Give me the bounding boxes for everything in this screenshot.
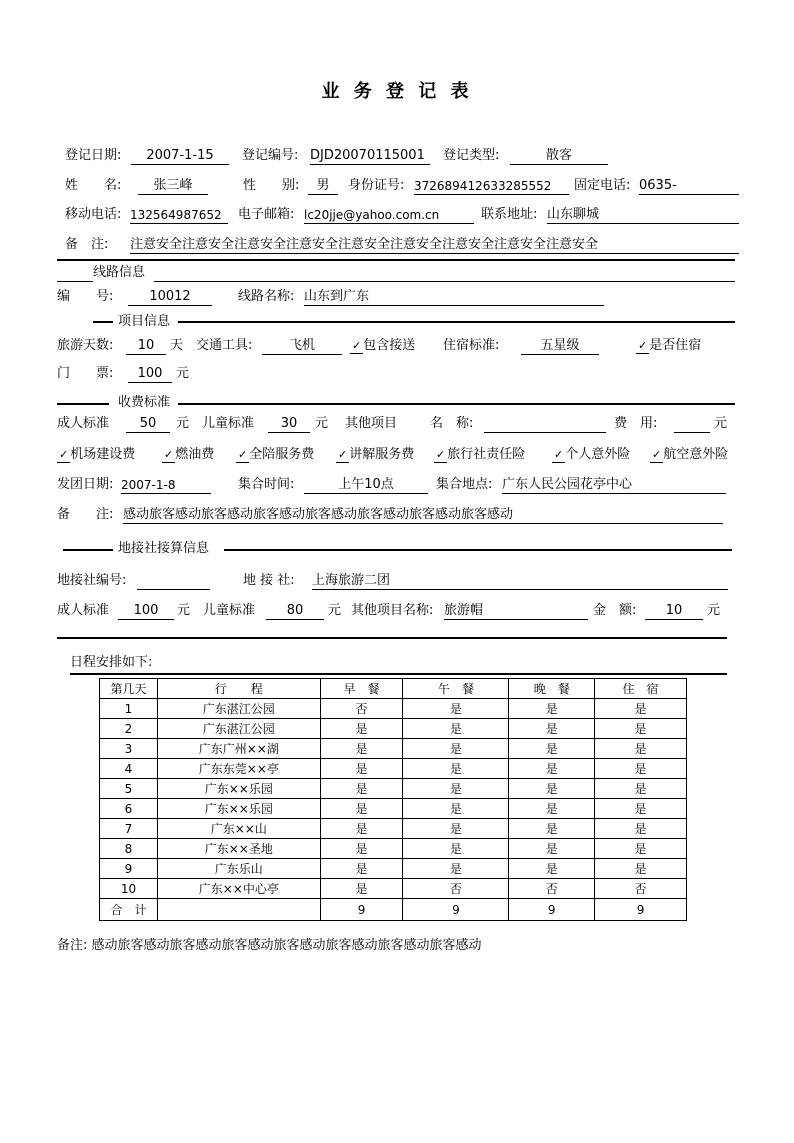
project-rule-right [178,321,735,323]
id-field[interactable]: 372689412633285552 [414,178,569,195]
table-header-row [100,679,687,699]
id-label: 身份证号: [348,178,405,193]
column-header: 行 程 [157,679,320,699]
table-row [100,859,687,879]
check-icon [162,447,175,463]
route-no-field[interactable]: 10012 [128,289,212,306]
footer-remark: 备注: 感动旅客感动旅客感动旅客感动旅客感动旅客感动旅客感动旅客感动 [57,938,482,953]
table-cell: 是 [403,699,509,719]
check-icon [336,447,349,463]
table-row [100,739,687,759]
table-cell: 是 [320,759,403,779]
fee-other-name-label: 名 称: [430,416,474,431]
reg-date-label: 登记日期: [65,148,122,163]
pickup-label: 包含接送 [363,338,416,353]
fee-rule-left [57,403,109,405]
table-cell: 8 [100,839,158,859]
table-cell: 是 [509,739,595,759]
ticket-unit: 元 [176,366,190,381]
fee-rule-right [178,403,735,405]
table-cell: 是 [403,779,509,799]
days-unit: 天 [170,338,184,353]
table-cell: 是 [509,859,595,879]
table-row [100,779,687,799]
check-icon [350,338,363,354]
route-section-line-right [154,281,735,282]
agency-child-label: 儿童标准 [203,603,256,618]
check-icon [434,447,447,463]
reg-no-field[interactable]: DJD20070115001 [310,148,430,165]
table-cell: 是 [509,779,595,799]
fee-item-label: 燃油费 [175,447,215,462]
agency-section-title: 地接社接算信息 [118,541,210,556]
route-name-label: 线路名称: [238,289,295,304]
fee-item-fuel[interactable] [162,447,232,463]
fee-adult-label: 成人标准 [57,416,110,431]
table-cell: 广东××乐园 [157,779,320,799]
reg-no-label: 登记编号: [242,148,299,163]
agency-amount-field[interactable]: 10 [645,603,703,620]
gender-field[interactable]: 男 [308,178,338,195]
table-cell: 是 [403,739,509,759]
table-cell: 是 [509,719,595,739]
table-cell: 是 [403,859,509,879]
agency-rule-right [224,549,732,551]
transport-label: 交通工具: [196,338,253,353]
table-cell: 7 [100,819,158,839]
table-cell: 否 [509,879,595,899]
fee-item-label: 全陪服务费 [249,447,315,462]
table-cell: 是 [509,699,595,719]
fee-item-liability[interactable] [434,447,548,463]
table-row [100,879,687,899]
ticket-label: 门 票: [57,366,114,381]
hotel-label: 住宿标准: [443,338,500,353]
fee-cost-label: 费 用: [614,416,658,431]
reg-type-field[interactable]: 散客 [510,148,608,165]
table-cell: 10 [100,879,158,899]
table-cell: 否 [595,879,687,899]
fee-item-aviation[interactable] [650,447,742,463]
gender-label: 性 别: [243,178,300,193]
fee-item-personal[interactable] [552,447,648,463]
remark-field[interactable]: 注意安全注意安全注意安全注意安全注意安全注意安全注意安全注意安全注意安全 [130,237,739,254]
table-row [100,839,687,859]
fee-child-field[interactable]: 30 [268,416,310,433]
schedule-table [99,678,687,921]
table-cell: 是 [509,759,595,779]
table-cell: 1 [100,699,158,719]
table-cell: 是 [320,739,403,759]
table-cell: 5 [100,779,158,799]
fee-item-guide[interactable] [336,447,432,463]
table-cell: 广东乐山 [157,859,320,879]
table-cell: 6 [100,799,158,819]
hotel-field[interactable]: 五星级 [521,338,599,355]
table-cell: 广东广州××湖 [157,739,320,759]
table-cell: 广东××山 [157,819,320,839]
fee-item-label: 航空意外险 [663,447,729,462]
fee-adult-field[interactable]: 50 [126,416,170,433]
meet-time-label: 集合时间: [238,477,295,492]
table-total-row [100,899,687,921]
table-cell: 是 [509,799,595,819]
fee-item-airport[interactable] [57,447,157,463]
agency-child-field[interactable]: 80 [266,603,324,620]
table-row [100,819,687,839]
table-row [100,699,687,719]
reg-type-label: 登记类型: [443,148,500,163]
route-no-label: 编 号: [57,289,114,304]
agency-name-field[interactable]: 上海旅游二团 [312,573,728,590]
check-icon [636,338,649,354]
route-top-rule [57,259,735,261]
depart-field[interactable]: 2007-1-8 [121,477,211,494]
fee-adult-unit: 元 [176,416,190,431]
transport-field[interactable]: 飞机 [262,338,342,355]
table-cell: 合 计 [100,899,158,921]
fee-remark-field[interactable]: 感动旅客感动旅客感动旅客感动旅客感动旅客感动旅客感动旅客感动 [123,507,723,524]
check-icon [57,447,70,463]
table-cell: 9 [320,899,403,921]
table-cell: 是 [595,739,687,759]
table-cell: 是 [509,819,595,839]
table-cell: 是 [595,859,687,879]
name-field[interactable]: 张三峰 [138,178,208,195]
check-icon [650,447,663,463]
ticket-field[interactable]: 100 [128,366,172,383]
table-cell: 是 [403,719,509,739]
agency-name-label: 地 接 社: [243,573,295,588]
phone-field[interactable]: 0635- [639,178,739,195]
fee-item-label: 旅行社责任险 [447,447,526,462]
agency-bottom-rule [57,637,727,639]
table-cell: 是 [403,819,509,839]
fee-child-unit: 元 [315,416,329,431]
table-cell [157,899,320,921]
table-cell: 是 [509,839,595,859]
table-cell: 是 [595,699,687,719]
agency-adult-label: 成人标准 [57,603,110,618]
depart-label: 发团日期: [57,477,114,492]
email-field[interactable]: lc20jje@yahoo.com.cn [304,207,474,224]
table-row [100,759,687,779]
pickup-checkbox[interactable] [350,338,430,354]
page-title: 业 务 登 记 表 [321,81,473,102]
table-cell: 广东××圣地 [157,839,320,859]
table-cell: 是 [595,779,687,799]
agency-amount-unit: 元 [707,603,721,618]
fee-item-label: 个人意外险 [565,447,631,462]
table-cell: 是 [595,819,687,839]
agency-amount-label: 金 额: [593,603,637,618]
agency-no-label: 地接社编号: [57,573,127,588]
agency-no-field[interactable] [137,573,210,590]
table-cell: 是 [595,759,687,779]
route-section-title: 线路信息 [93,265,146,280]
days-field[interactable]: 10 [126,338,166,355]
table-row [100,719,687,739]
fee-child-label: 儿童标准 [202,416,255,431]
table-cell: 是 [403,759,509,779]
schedule-section-title: 日程安排如下: [70,655,153,670]
table-cell: 是 [320,719,403,739]
fee-other-label: 其他项目 [345,416,398,431]
stay-checkbox[interactable] [636,338,726,354]
table-cell: 是 [320,839,403,859]
days-label: 旅游天数: [57,338,114,353]
schedule-rule [70,673,727,675]
route-name-field[interactable]: 山东到广东 [304,289,604,306]
table-cell: 广东湛江公园 [157,699,320,719]
stay-label: 是否住宿 [649,338,702,353]
fee-item-escort[interactable] [236,447,332,463]
fee-other-name-field[interactable] [484,416,606,433]
table-cell: 否 [320,699,403,719]
column-header: 晚 餐 [509,679,595,699]
mobile-label: 移动电话: [65,207,122,222]
table-cell: 广东××乐园 [157,799,320,819]
meet-time-field[interactable]: 上午10点 [304,477,428,494]
address-label: 联系地址: [481,207,538,222]
table-cell: 否 [403,879,509,899]
check-icon [236,447,249,463]
check-icon [552,447,565,463]
fee-item-label: 讲解服务费 [349,447,415,462]
fee-cost-field[interactable] [674,416,710,433]
table-cell: 2 [100,719,158,739]
address-field[interactable]: 山东聊城 [547,207,739,224]
meet-place-field[interactable]: 广东人民公园花亭中心 [502,477,726,494]
agency-other-label: 其他项目名称: [351,603,434,618]
table-row [100,799,687,819]
fee-cost-unit: 元 [714,416,728,431]
project-section-title: 项目信息 [118,314,171,329]
agency-adult-field[interactable]: 100 [118,603,174,620]
column-header: 午 餐 [403,679,509,699]
table-cell: 是 [403,839,509,859]
agency-child-unit: 元 [328,603,342,618]
email-label: 电子邮箱: [238,207,295,222]
name-label: 姓 名: [65,178,122,193]
table-cell: 广东××中心亭 [157,879,320,899]
column-header: 第几天 [100,679,158,699]
column-header: 早 餐 [320,679,403,699]
table-cell: 是 [320,819,403,839]
fee-remark-label: 备 注: [57,507,114,522]
remark-label: 备 注: [65,237,109,252]
agency-rule-left [63,549,113,551]
agency-adult-unit: 元 [177,603,191,618]
table-cell: 3 [100,739,158,759]
table-cell: 是 [320,779,403,799]
table-cell: 是 [320,799,403,819]
table-cell: 广东湛江公园 [157,719,320,739]
table-cell: 是 [403,799,509,819]
reg-date-field[interactable]: 2007-1-15 [131,148,229,165]
table-cell: 是 [595,799,687,819]
mobile-field[interactable]: 132564987652 [130,207,228,224]
table-cell: 是 [595,719,687,739]
table-cell: 是 [320,879,403,899]
phone-label: 固定电话: [574,178,631,193]
table-cell: 9 [595,899,687,921]
table-cell: 9 [403,899,509,921]
table-cell: 是 [320,859,403,879]
route-section-line [57,281,93,282]
table-cell: 9 [100,859,158,879]
table-cell: 4 [100,759,158,779]
table-cell: 是 [595,839,687,859]
table-cell: 广东东莞××亭 [157,759,320,779]
meet-place-label: 集合地点: [436,477,493,492]
fee-item-label: 机场建设费 [70,447,136,462]
column-header: 住 宿 [595,679,687,699]
agency-other-field[interactable]: 旅游帽 [444,603,588,620]
table-cell: 9 [509,899,595,921]
project-rule-left [93,321,113,323]
fee-section-title: 收费标准 [118,395,171,410]
